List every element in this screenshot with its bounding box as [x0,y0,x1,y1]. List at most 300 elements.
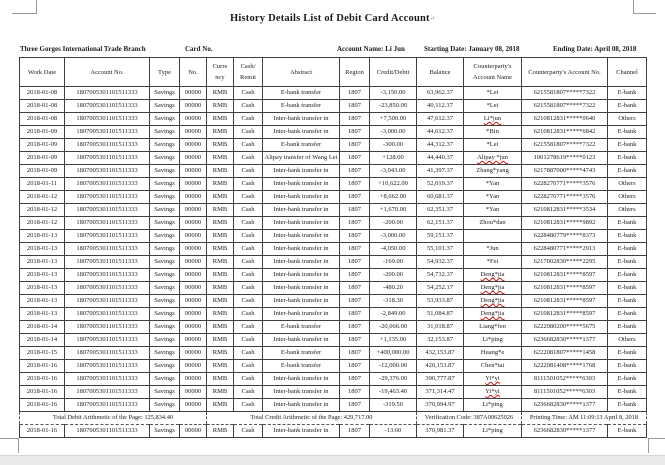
cell-balance: 55,101.37 [417,243,464,256]
cell-no: 00000 [180,295,207,308]
table-row [20,321,647,334]
cell-type: Savings [150,217,180,230]
table-row [20,178,647,191]
cell-region: 1807 [340,425,370,438]
cell-cash-remit: Cash [234,191,263,204]
cell-type: Savings [150,399,180,412]
cell-cash-remit: Cash [234,282,263,295]
cell-region: 1807 [340,100,370,113]
cell-region: 1807 [340,139,370,152]
cell-counterparty-account: 6236682830*****1377 [522,334,608,347]
cell-cash-remit: Cash [234,100,263,113]
cell-region: 1807 [340,360,370,373]
cell-cash-remit: Cash [234,360,263,373]
cell-currency: RMB [207,178,234,191]
cell-counterparty-account: 6215581807*****7322 [522,139,608,152]
cell-channel: E-bank [608,425,647,438]
cell-type: Savings [150,243,180,256]
cell-balance: 44,440.37 [417,152,464,165]
cell-account-no: 1807005301101511333 [65,321,150,334]
cell-cash-remit: Cash [234,139,263,152]
table-body [20,87,647,412]
cell-channel: E-bank [608,165,647,178]
cell-type: Savings [150,204,180,217]
cell-account-no: 1807005301101511333 [65,100,150,113]
table-row [20,256,647,269]
cell-type: Savings [150,360,180,373]
cell-work-date: 2018-01-14 [20,334,65,347]
cell-currency: RMB [207,399,234,412]
cell-currency: RMB [207,360,234,373]
cell-balance: 432,153.87 [417,347,464,360]
statement-table [19,57,647,438]
col-header-channel: Channel [608,58,647,87]
cell-currency: RMB [207,282,234,295]
cell-type: Savings [150,139,180,152]
cell-no: 00000 [180,360,207,373]
table-row [20,152,647,165]
col-header-counterparty-account: Counterparty's Account No. [522,58,608,87]
cell-currency: RMB [207,386,234,399]
cell-counterparty-account: 6222081408*****1768 [522,360,608,373]
page-totals-row [20,412,647,425]
text-boundary-mark-bottom-right [648,438,665,453]
cell-counterparty-account: 6210812831*****9892 [522,217,608,230]
col-header-account-no: Account No. [65,58,150,87]
cell-work-date: 2018-01-09 [20,139,65,152]
cell-abstract: Inter-bank transfer in [263,373,340,386]
cell-account-no: 1807005301101511333 [65,334,150,347]
cell-channel: E-bank [608,360,647,373]
cell-channel: E-bank [608,217,647,230]
cell-balance: 41,397.37 [417,165,464,178]
table-row [20,347,647,360]
cell-abstract: E-bank transfer [263,347,340,360]
cell-counterparty-account: 8111501052*****6303 [522,373,608,386]
cell-region: 1807 [340,256,370,269]
page-title [0,13,665,24]
cell-abstract: E-bank transfer [263,139,340,152]
page-title-text: History Details List of Debit Card Account [230,13,430,24]
cell-balance: 60,681.37 [417,191,464,204]
cell-counterparty-name: Deng*jia [464,282,522,295]
cell-no: 00000 [180,334,207,347]
table-row [20,87,647,100]
table-row [20,165,647,178]
cell-channel: Others [608,191,647,204]
table-row [20,425,647,438]
table-row [20,113,647,126]
cell-credit-debit: -29,376.00 [370,373,417,386]
cell-counterparty-name: Yi*yi [464,373,522,386]
cell-type: Savings [150,269,180,282]
cell-abstract: Inter-bank transfer in [263,295,340,308]
cell-credit-debit: -13.60 [370,425,417,438]
cell-account-no: 1807005301101511333 [65,152,150,165]
cell-account-no: 1807005301101511333 [65,230,150,243]
cell-type: Savings [150,100,180,113]
cell-abstract: Inter-bank transfer in [263,178,340,191]
cell-cash-remit: Cash [234,308,263,321]
cell-counterparty-account: 6228480779*****8373 [522,230,608,243]
cell-type: Savings [150,334,180,347]
cell-cash-remit: Cash [234,113,263,126]
cell-type: Savings [150,282,180,295]
cell-channel: Others [608,178,647,191]
cell-work-date: 2018-01-16 [20,360,65,373]
cell-abstract: Inter-bank transfer in [263,425,340,438]
cell-no: 00000 [180,152,207,165]
cell-abstract: Inter-bank transfer in [263,334,340,347]
cell-channel: E-bank [608,126,647,139]
cell-currency: RMB [207,165,234,178]
total-debit: Total Debit Arithmetic of the Page: 125,834.40 [20,412,207,425]
cell-region: 1807 [340,165,370,178]
cell-channel: E-bank [608,256,647,269]
cell-channel: E-bank [608,386,647,399]
cell-credit-debit: -4,050.00 [370,243,417,256]
cell-type: Savings [150,165,180,178]
cell-work-date: 2018-01-09 [20,165,65,178]
cell-credit-debit: +400,000.00 [370,347,417,360]
table-row [20,243,647,256]
cell-credit-debit: +1,135.00 [370,334,417,347]
table-row [20,308,647,321]
cell-cash-remit: Cash [234,165,263,178]
table-row [20,126,647,139]
cell-region: 1807 [340,334,370,347]
cell-counterparty-account: 6222081807*****1458 [522,347,608,360]
cell-credit-debit: -2,849.00 [370,308,417,321]
cell-region: 1807 [340,282,370,295]
table-row [20,360,647,373]
cell-no: 00000 [180,165,207,178]
cell-cash-remit: Cash [234,204,263,217]
cell-channel: E-bank [608,308,647,321]
cell-type: Savings [150,321,180,334]
cell-balance: 32,153.87 [417,334,464,347]
col-header-counterparty-name: Counterparty's Account Name [464,58,522,87]
cell-abstract: Inter-bank transfer in [263,399,340,412]
cell-account-no: 1807005301101511333 [65,87,150,100]
cell-work-date: 2018-01-13 [20,230,65,243]
cell-currency: RMB [207,308,234,321]
cell-no: 00000 [180,204,207,217]
cell-type: Savings [150,152,180,165]
cell-region: 1807 [340,373,370,386]
cell-account-no: 1807005301101511333 [65,282,150,295]
cell-no: 00000 [180,321,207,334]
cell-currency: RMB [207,217,234,230]
cell-region: 1807 [340,126,370,139]
cell-work-date: 2018-01-08 [20,100,65,113]
cell-region: 1807 [340,399,370,412]
cell-region: 1807 [340,178,370,191]
cell-counterparty-account: 6210812831*****3534 [522,204,608,217]
cell-counterparty-account: 6210812831*****8597 [522,295,608,308]
cell-counterparty-account: 6228270771*****3576 [522,191,608,204]
table-row [20,204,647,217]
cell-abstract: Inter-bank transfer in [263,113,340,126]
cell-region: 1807 [340,230,370,243]
cell-region: 1807 [340,152,370,165]
cell-abstract: Inter-bank transfer in [263,217,340,230]
cell-cash-remit: Cash [234,256,263,269]
cell-currency: RMB [207,191,234,204]
cell-cash-remit: Cash [234,217,263,230]
cell-account-no: 1807005301101511333 [65,113,150,126]
cell-balance: 54,732.37 [417,269,464,282]
cell-credit-debit: +10,622.00 [370,178,417,191]
cell-counterparty-account: 6210812831*****8597 [522,269,608,282]
cell-work-date: 2018-01-13 [20,282,65,295]
col-header-region: Region [340,58,370,87]
cell-cash-remit: Cash [234,243,263,256]
cell-balance: 370,981.37 [417,425,464,438]
cell-account-no: 1807005301101511333 [65,139,150,152]
cell-credit-debit: -319.50 [370,399,417,412]
cell-currency: RMB [207,256,234,269]
cell-counterparty-name: *Jun [464,243,522,256]
cell-account-no: 1807005301101511333 [65,386,150,399]
table-row [20,191,647,204]
cell-balance: 62,151.37 [417,217,464,230]
cell-counterparty-account: 6217887000*****4743 [522,165,608,178]
cell-counterparty-name: *Fei [464,256,522,269]
cell-work-date: 2018-01-13 [20,308,65,321]
cell-counterparty-name: *Yan [464,178,522,191]
cell-credit-debit: +1,670.00 [370,204,417,217]
cell-balance: 31,018.87 [417,321,464,334]
cell-abstract: Inter-bank transfer in [263,191,340,204]
cell-channel: E-bank [608,243,647,256]
cell-credit-debit: -3,150.00 [370,87,417,100]
cell-currency: RMB [207,334,234,347]
text-boundary-mark-bottom-left [0,438,19,453]
cell-work-date: 2018-01-12 [20,217,65,230]
cell-balance: 370,994.97 [417,399,464,412]
cell-account-no: 1807005301101511333 [65,178,150,191]
cell-counterparty-account: 1001278619*****0123 [522,152,608,165]
account-name: Account Name: Li Jun [337,45,405,53]
cell-no: 00000 [180,256,207,269]
cell-work-date: 2018-01-13 [20,256,65,269]
cell-counterparty-name [464,230,522,243]
cell-counterparty-account: 6236682830*****1377 [522,425,608,438]
cell-type: Savings [150,386,180,399]
card-no-label: Card No. [185,45,213,53]
cell-counterparty-name: *Lei [464,100,522,113]
cell-cash-remit: Cash [234,399,263,412]
cell-channel: Others [608,334,647,347]
cell-channel: E-bank [608,139,647,152]
table-row [20,100,647,113]
cell-credit-debit: -480.20 [370,282,417,295]
table-row [20,295,647,308]
cell-currency: RMB [207,113,234,126]
cell-counterparty-name: Liang*fen [464,321,522,334]
cell-type: Savings [150,425,180,438]
cell-counterparty-name: Li*ping [464,334,522,347]
cell-no: 00000 [180,178,207,191]
cell-balance: 420,153.87 [417,360,464,373]
cell-account-no: 1807005301101511333 [65,256,150,269]
cell-no: 00000 [180,100,207,113]
cell-no: 00000 [180,282,207,295]
table-header [20,58,647,87]
cell-type: Savings [150,256,180,269]
cell-work-date: 2018-01-12 [20,204,65,217]
cell-cash-remit: Cash [234,386,263,399]
cell-work-date: 2018-01-16 [20,399,65,412]
cell-counterparty-account: 6210812831*****6842 [522,126,608,139]
col-header-abstract: Abstract [263,58,340,87]
cell-channel: E-bank [608,347,647,360]
cell-no: 00000 [180,386,207,399]
cell-no: 00000 [180,87,207,100]
cell-counterparty-account: 6228270771*****3576 [522,178,608,191]
col-header-type: Type [150,58,180,87]
cell-account-no: 1807005301101511333 [65,295,150,308]
cell-credit-debit: +128.00 [370,152,417,165]
cell-currency: RMB [207,373,234,386]
cell-account-no: 1807005301101511333 [65,425,150,438]
verification-code: Verification Code: 387A00625026 [417,412,522,425]
cell-currency: RMB [207,152,234,165]
cell-channel: E-bank [608,399,647,412]
table-totals-body [20,412,647,425]
cell-currency: RMB [207,295,234,308]
cell-cash-remit: Cash [234,295,263,308]
cell-region: 1807 [340,243,370,256]
cell-region: 1807 [340,87,370,100]
cell-cash-remit: Cash [234,152,263,165]
cell-currency: RMB [207,243,234,256]
cell-balance: 47,612.37 [417,113,464,126]
cell-currency: RMB [207,269,234,282]
cell-account-no: 1807005301101511333 [65,217,150,230]
cell-credit-debit: -200.00 [370,217,417,230]
cell-counterparty-name: Chen*tai [464,360,522,373]
cell-region: 1807 [340,386,370,399]
cell-no: 00000 [180,243,207,256]
cell-credit-debit: -3,000.00 [370,126,417,139]
table-row [20,217,647,230]
cell-cash-remit: Cash [234,178,263,191]
table-row [20,139,647,152]
cell-work-date: 2018-01-08 [20,87,65,100]
cell-currency: RMB [207,126,234,139]
cell-cash-remit: Cash [234,230,263,243]
cell-counterparty-name: *Yan [464,191,522,204]
cell-credit-debit: -19,463.40 [370,386,417,399]
cell-type: Savings [150,373,180,386]
text-boundary-mark-top-left [12,0,37,14]
col-header-no: No. [180,58,207,87]
cell-counterparty-name: *Bin [464,126,522,139]
cell-channel: E-bank [608,295,647,308]
cell-channel: E-bank [608,269,647,282]
text-boundary-mark-top-right [633,0,656,14]
cell-abstract: E-bank transfer [263,321,340,334]
cell-no: 00000 [180,399,207,412]
table-row [20,334,647,347]
cell-channel: Others [608,204,647,217]
cell-balance: 44,612.37 [417,126,464,139]
cell-abstract: Alipay transfer of Wang Lei [263,152,340,165]
cell-work-date: 2018-01-11 [20,178,65,191]
cell-region: 1807 [340,113,370,126]
cell-no: 00000 [180,126,207,139]
cell-abstract: Inter-bank transfer in [263,230,340,243]
cell-balance: 52,019.37 [417,178,464,191]
cell-credit-debit: -300.00 [370,139,417,152]
cell-no: 00000 [180,425,207,438]
cell-no: 00000 [180,217,207,230]
cell-currency: RMB [207,139,234,152]
printing-time: Printing Time: AM 11:09:13 April 8, 2018 [522,412,647,425]
cell-credit-debit: +7,500.00 [370,113,417,126]
cell-counterparty-account: 6217002830*****2295 [522,256,608,269]
cell-work-date: 2018-01-09 [20,126,65,139]
cell-abstract: Inter-bank transfer in [263,126,340,139]
cell-counterparty-account: 6210812831*****8597 [522,282,608,295]
cell-counterparty-account: 6210812831*****8597 [522,308,608,321]
col-header-work-date: Work Date [20,58,65,87]
cell-credit-debit: -318.30 [370,295,417,308]
cell-type: Savings [150,113,180,126]
cell-abstract: Inter-bank transfer in [263,165,340,178]
cell-currency: RMB [207,87,234,100]
cell-channel: E-bank [608,373,647,386]
cell-region: 1807 [340,321,370,334]
cell-credit-debit: -12,000.00 [370,360,417,373]
cell-balance: 44,312.37 [417,139,464,152]
cell-account-no: 1807005301101511333 [65,165,150,178]
cell-account-no: 1807005301101511333 [65,269,150,282]
cell-account-no: 1807005301101511333 [65,373,150,386]
cell-channel: E-bank [608,230,647,243]
cell-abstract: Inter-bank transfer in [263,243,340,256]
cell-account-no: 1807005301101511333 [65,360,150,373]
cell-type: Savings [150,191,180,204]
cell-abstract: E-bank transfer [263,360,340,373]
cell-currency: RMB [207,321,234,334]
cell-region: 1807 [340,269,370,282]
cell-balance: 51,084.87 [417,308,464,321]
cell-credit-debit: -3,043.00 [370,165,417,178]
cell-counterparty-name: *Lei [464,139,522,152]
cell-credit-debit: -169.00 [370,256,417,269]
cell-region: 1807 [340,295,370,308]
cell-type: Savings [150,126,180,139]
cell-type: Savings [150,87,180,100]
cell-balance: 54,252.17 [417,282,464,295]
cell-counterparty-name: Li*jun [464,113,522,126]
cell-no: 00000 [180,230,207,243]
cell-counterparty-account: 6222080200*****5675 [522,321,608,334]
cell-balance: 390,777.87 [417,373,464,386]
branch-name: Three Gorges International Trade Branch [20,45,146,53]
cell-counterparty-name: *Lei [464,87,522,100]
col-header-credit-debit: Credit/Debit [370,58,417,87]
cell-abstract: E-bank transfer [263,87,340,100]
total-credit: Total Credit Arithmetic of the Page: 429,717.00 [207,412,417,425]
cell-abstract: Inter-bank transfer in [263,386,340,399]
cell-no: 00000 [180,139,207,152]
cell-balance: 40,112.37 [417,100,464,113]
cell-account-no: 1807005301101511333 [65,243,150,256]
